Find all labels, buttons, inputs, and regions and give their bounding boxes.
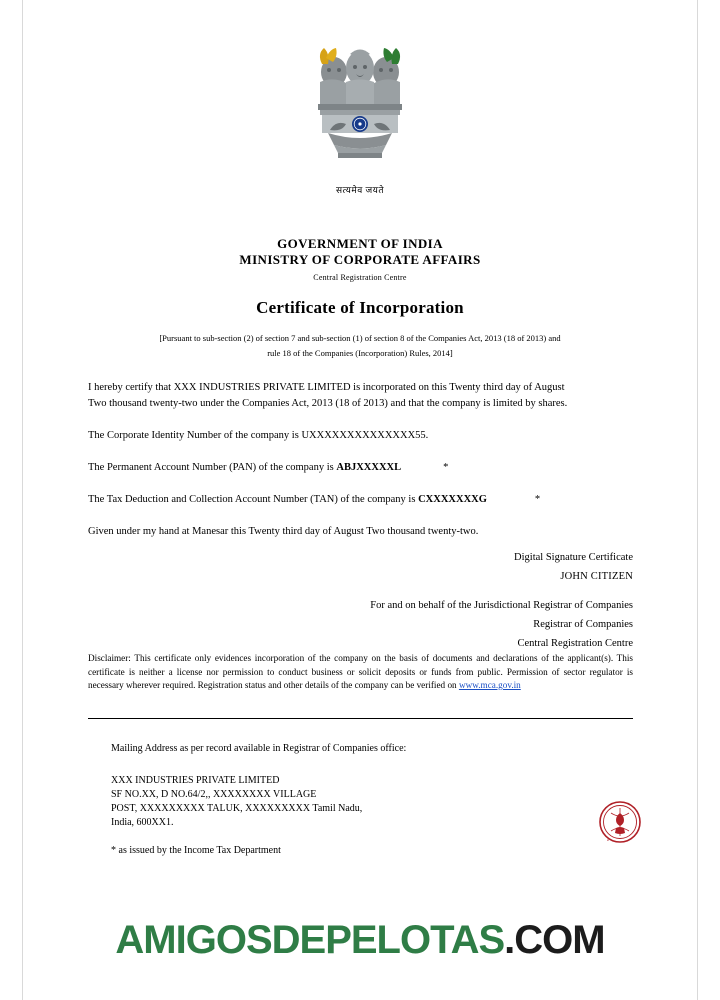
disclaimer-block <box>88 652 633 693</box>
body-block <box>88 380 633 556</box>
emblem-container <box>23 42 697 196</box>
office-line: Central Registration Centre <box>313 273 407 282</box>
mailing-address-block <box>111 742 611 830</box>
india-state-emblem-icon <box>312 42 408 182</box>
footnote-text: * as issued by the Income Tax Department <box>111 845 281 856</box>
pan-value: ABJXXXXXL <box>336 462 402 473</box>
page-title: Certificate of Incorporation <box>256 298 464 317</box>
watermark <box>0 918 720 963</box>
mailing-heading: Mailing Address as per record available in Registrar of Companies office: <box>111 743 407 754</box>
address-line-4: India, 600XX1. <box>111 817 174 828</box>
tan-footnote-marker: * <box>534 494 541 505</box>
certify-line-2: Two thousand twenty-two under the Companies Act, 2013 (18 of 2013) and that the company is limited by shares. <box>88 398 568 409</box>
signer-name: JOHN CITIZEN <box>560 571 633 582</box>
ministry-line: MINISTRY OF CORPORATE AFFAIRS <box>239 252 481 267</box>
designation-line: Registrar of Companies <box>533 619 633 630</box>
emblem-motto: सत्यमेव जयते <box>335 185 385 195</box>
cin-paragraph: The Corporate Identity Number of the company is UXXXXXXXXXXXXXX55. <box>88 430 429 441</box>
address-line-1: XXX INDUSTRIES PRIVATE LIMITED <box>111 775 280 786</box>
mailing-address-lines <box>111 774 611 830</box>
tan-paragraph <box>88 492 633 508</box>
government-line: GOVERNMENT OF INDIA <box>277 236 443 251</box>
centre-line: Central Registration Centre <box>517 638 633 649</box>
watermark-main: AMIGOSDEPELOTAS <box>115 918 505 962</box>
header-block <box>23 236 697 360</box>
certify-paragraph <box>88 380 633 412</box>
signature-block <box>88 548 633 653</box>
watermark-tld: .COM <box>504 918 605 962</box>
tan-value: CXXXXXXXG <box>418 494 487 505</box>
on-behalf-line: For and on behalf of the Jurisdictional Registrar of Companies <box>370 600 633 611</box>
red-round-seal-icon <box>598 800 642 844</box>
pan-paragraph <box>88 460 633 476</box>
pan-footnote-marker: * <box>443 462 449 473</box>
mca-website-link[interactable]: www.mca.gov.in <box>458 680 521 690</box>
page-edge-right <box>697 0 698 1000</box>
dsc-label: Digital Signature Certificate <box>514 552 633 563</box>
address-line-3: POST, XXXXXXXXX TALUK, XXXXXXXXX Tamil Nadu, <box>111 803 363 814</box>
given-under-paragraph: Given under my hand at Manesar this Twenty third day of August Two thousand twenty-two. <box>88 526 479 537</box>
signature-spacer <box>88 586 633 596</box>
tan-label: The Tax Deduction and Collection Account Number (TAN) of the company is <box>88 494 419 505</box>
pan-label: The Permanent Account Number (PAN) of the company is <box>88 462 337 473</box>
pursuant-line-2: rule 18 of the Companies (Incorporation) Rules, 2014] <box>267 348 453 358</box>
svg-text:●: ● <box>607 838 609 842</box>
certify-line-1: I hereby certify that XXX INDUSTRIES PRIVATE LIMITED is incorporated on this Twenty third day of August <box>88 382 565 393</box>
disclaimer-text: Disclaimer: This certificate only evidences incorporation of the company on the basis of documents and declarations of the applicant(s). This certificate is neither a license nor permission to conduct business or solicit deposits or funds from public. Permission of sector regulator is necessary wherever required. Registration status and other details of the company can be verified on <box>88 653 633 690</box>
address-line-2: SF NO.XX, D NO.64/2,, XXXXXXXX VILLAGE <box>111 789 317 800</box>
certificate-document <box>23 0 697 1000</box>
pursuant-line-1: [Pursuant to sub-section (2) of section 7 and sub-section (1) of section 8 of the Companies Act, 2013 (18 of 2013) and <box>159 333 561 343</box>
divider <box>88 718 633 719</box>
